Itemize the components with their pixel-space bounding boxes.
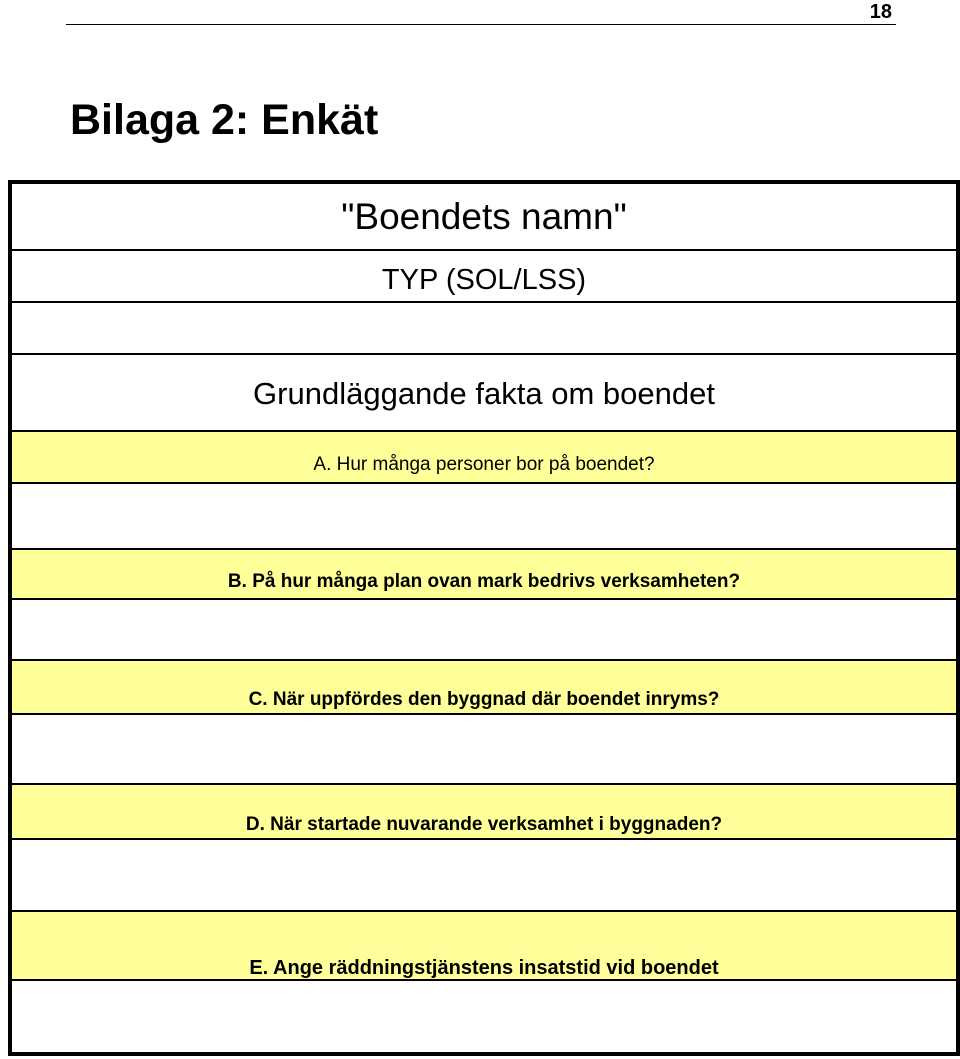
section-title-row: [12, 355, 956, 432]
header-rule: [66, 24, 896, 25]
answer-e-field[interactable]: [12, 981, 956, 1052]
question-a-row: [12, 432, 956, 484]
answer-c-field[interactable]: [12, 715, 956, 785]
type-row: [12, 251, 956, 303]
answer-d-field[interactable]: [12, 840, 956, 912]
page-heading: Bilaga 2: Enkät: [70, 96, 379, 144]
question-d: D. När startade nuvarande verksamhet i byggnaden?: [245, 814, 723, 835]
facility-name: "Boendets namn": [341, 196, 627, 237]
question-c: C. När uppfördes den byggnad där boendet inryms?: [248, 689, 720, 710]
answer-b-field[interactable]: [12, 600, 956, 661]
question-a: A. Hur många personer bor på boendet?: [313, 454, 655, 475]
question-c-row: [12, 661, 956, 715]
question-b: B. På hur många plan ovan mark bedrivs verksamheten?: [227, 571, 741, 592]
facility-name-row: [12, 184, 956, 251]
type-label: TYP (SOL/LSS): [381, 264, 587, 296]
blank-row: [12, 303, 956, 355]
question-e-row: [12, 912, 956, 981]
question-d-row: [12, 785, 956, 840]
answer-a-field[interactable]: [12, 484, 956, 550]
question-b-row: [12, 550, 956, 600]
section-title: Grundläggande fakta om boendet: [253, 376, 715, 411]
question-e: E. Ange räddningstjänstens insatstid vid boendet: [249, 957, 719, 979]
page-number: 18: [869, 1, 892, 23]
survey-form: [8, 180, 960, 1056]
